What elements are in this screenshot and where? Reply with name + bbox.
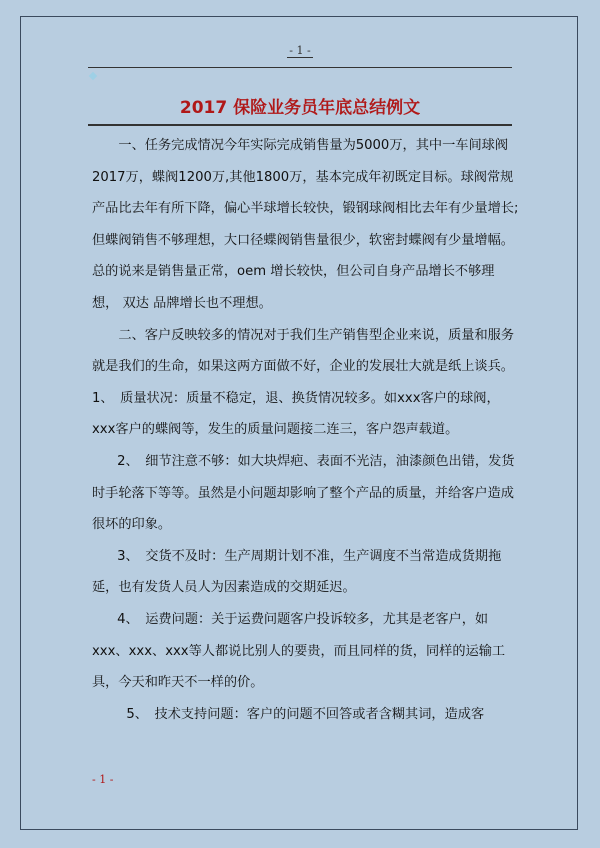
document-body xyxy=(92,130,520,730)
paragraph-delivery-delay: 3、 交货不及时：生产周期计划不准，生产调度不当常造成货期拖延，也有发货人员人为因素造成的交期延迟。 xyxy=(92,548,502,596)
paragraph-detail-attention: 2、 细节注意不够：如大块焊疤、表面不光洁，油漆颜色出错，发货时手轮落下等等。虽然是小问题却影响了整个产品的质量，并给客户造成很坏的印象。 xyxy=(92,453,515,533)
header-rule xyxy=(88,67,512,68)
paragraph-task-completion: 一、任务完成情况今年实际完成销售量为5000万，其中一车间球阀2017万，蝶阀1200万,其他1800万，基本完成年初既定目标。球阀常规产品比去年有所下降，偏心半球增长较快，锻钢球阀相比去年有少量增长;但蝶阀销售不够理想，大口径蝶阀销售量很少，软密封蝶阀有少量增幅。总的说来是销售量正常，oem 增长较快，但公司自身产品增长不够理想， 双达 品牌增长也不理想。 xyxy=(92,138,519,311)
header-page-number: - 1 - xyxy=(289,44,311,57)
document-title: 2017 保险业务员年底总结例文 xyxy=(179,98,421,118)
paragraph-tech-support: 5、 技术支持问题：客户的问题不回答或者含糊其词，造成客 xyxy=(126,706,485,722)
footer-page-number: - 1 - xyxy=(92,773,114,786)
title-rule xyxy=(88,124,512,126)
paragraph-freight-issue: 4、 运费问题：关于运费问题客户投诉较多，尤其是老客户，如xxx、xxx、xxx等人都说比别人的要贵，而且同样的货，同样的运输工具，今天和昨天不一样的价。 xyxy=(92,611,506,691)
paragraph-customer-feedback: 二、客户反映较多的情况对于我们生产销售型企业来说，质量和服务就是我们的生命，如果这两方面做不好，企业的发展壮大就是纸上谈兵。1、 质量状况：质量不稳定，退、换货情况较多。如xxx客户的球阀，xxx客户的蝶阀等，发生的质量问题接二连三，客户怨声载道。 xyxy=(92,327,515,438)
